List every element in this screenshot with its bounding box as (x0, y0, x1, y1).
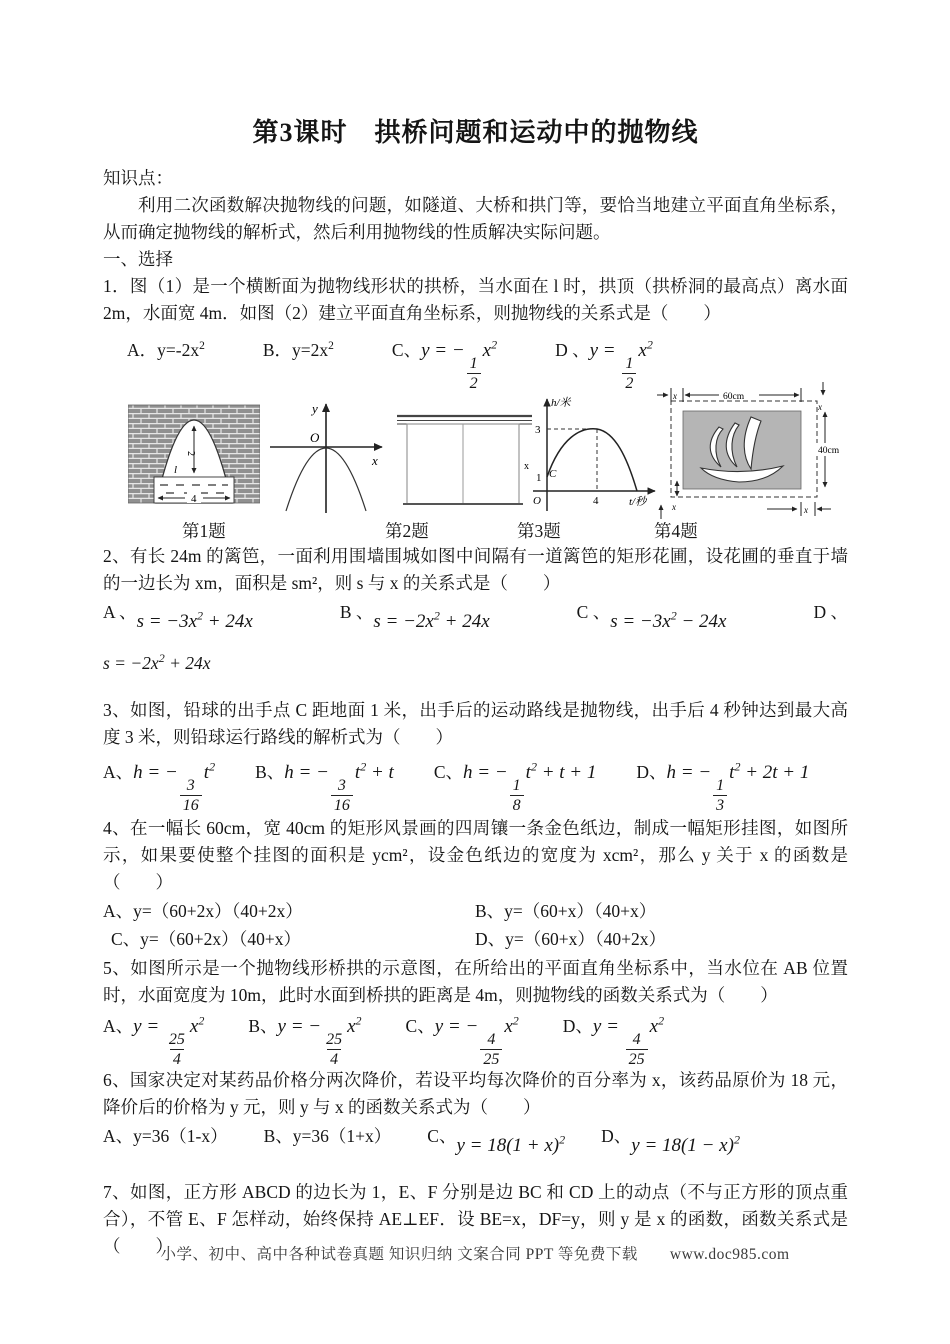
graph-peak-label: 3 (535, 424, 541, 436)
option-2d-label: D 、 (813, 602, 848, 622)
option-4a: A、y=（60+2x）（40+2x） (103, 901, 303, 921)
figure-projectile-graph (527, 393, 662, 515)
graph-y-axis-label: h/米 (551, 397, 571, 409)
graph-t4-label: 4 (593, 495, 599, 507)
frame-border-x-top-left: x (673, 391, 677, 401)
question-2-options (103, 597, 848, 651)
knowledge-heading: 知识点： (103, 168, 173, 188)
question-5-options (103, 1009, 848, 1069)
option-4c: C、y=（60+2x）（40+x） (111, 928, 302, 949)
fence-x-label: x (524, 461, 529, 472)
frame-border-x-bottom-right: x (804, 505, 808, 515)
page-title: 第3课时 拱桥问题和运动中的抛物线 (252, 118, 699, 147)
figure-arch-bridge (128, 403, 260, 515)
option-6b: B、y=36（1+x） (263, 1126, 392, 1146)
frame-height-label: 40cm (818, 446, 840, 456)
question-1-text: 1．图（1）是一个横断面为抛物线形状的拱桥，当水面在 l 时，拱顶（拱桥洞的最高点）离水面 2m，水面宽 4m．如图（2）建立平面直角坐标系，则抛物线的关系式是（ ） (103, 276, 848, 323)
axis-x-label: x (372, 453, 378, 468)
option-3c: C、h = − $\frac{1}{8}$ $t^2 + t + 1$ (433, 759, 597, 815)
option-6d: D、$y = 18(1 - x)^2$ (601, 1126, 740, 1156)
question-6-text: 6、国家决定对某药品价格分两次降价，若设平均每次降价的百分率为 x，该药品原价为 18 元，降价后的价格为 y 元，则 y 与 x 的函数关系式为（ ） (103, 1070, 848, 1117)
option-2d-formula: $s = -2x^2 + 24x$ (103, 651, 211, 673)
question-6-options (103, 1123, 848, 1171)
fraction: $\frac{1}{2}$ (467, 355, 481, 393)
option-5c: C、y = − $\frac{4}{25}$ $x^2$ (405, 1013, 519, 1069)
option-4d: D、y=（60+x）（40+2x） (475, 928, 666, 949)
graph-c-label: C (549, 468, 557, 480)
option-2c: C 、$s = -3x^2 - 24x$ (576, 602, 727, 632)
question-4-text: 4、在一幅长 60cm，宽 40cm 的矩形风景画的四周镶一条金色纸边，制成一幅矩形挂图，如图所示，如果要使整个挂图的面积是 ycm²，设金色纸边的宽度为 xcm²，那么 y 关于 x 的函数是（ ） (103, 818, 848, 892)
frame-border-x-bottom-left: x (672, 502, 676, 512)
figures-strip (103, 387, 848, 519)
option-5d: D、y = $\frac{4}{25}$ $x^2$ (562, 1013, 665, 1069)
figure-label-3: 第3题 (517, 521, 561, 541)
question-5-text: 5、如图所示是一个抛物线形桥拱的示意图，在所给出的平面直角坐标系中，当水位在 AB 位置时，水面宽度为 10m，此时水面到桥拱的距离是 4m，则抛物线的函数关系式为（ ） (103, 958, 848, 1005)
question-7-text: 7、如图，正方形 ABCD 的边长为 1，E、F 分别是边 BC 和 CD 上的动点（不与正方形的顶点重合），不管 E、F 怎样动，始终保持 AE⊥EF．设 BE=x，DF=y，则 y 是 x 的函数，函数关系式是（ ） (103, 1182, 848, 1256)
section-heading: 一、选择 (103, 249, 173, 269)
option-3d: D、h = − $\frac{1}{3}$ $t^2 + 2t + 1$ (636, 759, 810, 815)
figure-fence-rectangle (397, 413, 532, 515)
arch-water-label: l (174, 464, 178, 476)
question-2-text: 2、有长 24m 的篱笆，一面利用围墙围城如图中间隔有一道篱笆的矩形花圃，设花圃的垂直于墙的一边长为 xm，面积是 sm²，则 s 与 x 的关系式是（ ） (103, 546, 848, 593)
arch-height-label: 2 (185, 451, 196, 456)
option-1c: C、y = − $\frac{1}{2}$ $x^2$ (391, 337, 498, 393)
question-4-options (103, 898, 848, 953)
axis-y-label: y (312, 401, 318, 416)
graph-x-axis-label: t/秒 (629, 496, 647, 508)
figure-parabola-axes (266, 397, 391, 515)
option-3b: B、h = − $\frac{3}{16}$ $t^2 + t$ (255, 759, 394, 815)
option-2a: A 、$s = -3x^2 + 24x$ (103, 602, 253, 632)
graph-origin-label: O (533, 495, 541, 507)
knowledge-body: 利用二次函数解决抛物线的问题，如隧道、大桥和拱门等，要恰当地建立平面直角坐标系，从而确定抛物线的解析式，然后利用抛物线的性质解决实际问题。 (103, 195, 848, 242)
option-3a: A、h = − $\frac{3}{16}$ $t^2$ (103, 759, 216, 815)
question-3-options (103, 753, 848, 813)
option-5a: A、y = $\frac{25}{4}$ $x^2$ (103, 1013, 205, 1069)
option-1a: A．$y=-2x^2$ (127, 340, 205, 360)
graph-start-label: 1 (536, 472, 542, 484)
frame-border-x-top-right: x (818, 402, 822, 412)
option-2b: B 、$s = -2x^2 + 24x$ (339, 602, 490, 632)
fraction: $\frac{1}{2}$ (622, 355, 636, 393)
option-5b: B、y = − $\frac{25}{4}$ $x^2$ (248, 1013, 362, 1069)
axis-origin-label: O (310, 430, 320, 445)
figure-label-1: 第1题 (182, 521, 226, 541)
option-6c: C、$y = 18(1 + x)^2$ (427, 1126, 566, 1156)
option-6a: A、y=36（1-x） (103, 1126, 228, 1146)
figure-label-4: 第4题 (654, 521, 698, 541)
option-4b: B、y=（60+x）（40+x） (475, 901, 657, 921)
figure-picture-frame (655, 377, 855, 519)
figure-label-2: 第2题 (385, 521, 429, 541)
option-1d: D 、y = $\frac{1}{2}$ $x^2$ (555, 337, 653, 393)
page-footer: 小学、初中、高中各种试卷真题 知识归纳 文案合同 PPT 等免费下载 www.doc985.com (160, 1246, 790, 1263)
arch-width-label: 4 (191, 493, 197, 505)
frame-width-label: 60cm (723, 392, 745, 402)
option-1b: B．$y=2x^2$ (262, 340, 334, 360)
question-3-text: 3、如图，铅球的出手点 C 距地面 1 米，出手后的运动路线是抛物线，出手后 4 秒钟达到最大高度 3 米，则铅球运行路线的解析式为（ ） (103, 700, 848, 747)
figure-labels-row (103, 519, 848, 543)
